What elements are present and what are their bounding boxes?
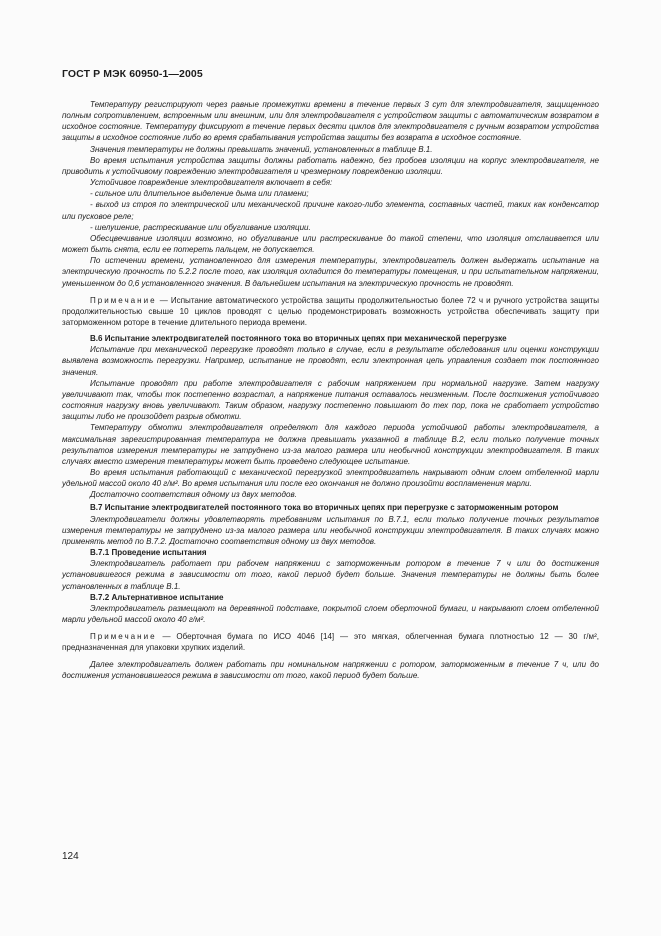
body-paragraph: По истечении времени, установленного для измерения температуры, электродвигатель должен выдержать испытание на электрическую прочность по 5.2.2 после того, как изоляция охладится до температуры помещения, и при испытательном напряжении, уменьшенном до 0,6 установленного значения. В дальнейшем испытания на электрическую прочность не проводят. bbox=[62, 256, 599, 288]
body-paragraph: Обесцвечивание изоляции возможно, но обугливание или растрескивание до такой степени, что изоляция отслаивается или может быть снята, если ее потереть пальцем, не допускается. bbox=[62, 233, 599, 255]
page-header-title: ГОСТ Р МЭК 60950-1—2005 bbox=[62, 68, 203, 80]
body-paragraph: Электродвигатели должны удовлетворять требованиям испытания по В.7.1, если только получение точных результатов измерения температуры не затруднено из-за малого размера или необычной конструкции электродвигателя. В таких случаях можно применять метод по В.7.2. Достаточно соответствия одному из двух методов. bbox=[62, 514, 599, 546]
section-heading: В.6 Испытание электродвигателей постоянного тока во вторичных цепях при механической перегрузке bbox=[90, 334, 507, 344]
body-paragraph: Значения температуры не должны превышать значений, установленных в таблице В.1. bbox=[90, 144, 433, 154]
body-paragraph: Испытание при механической перегрузке проводят только в случае, если в результате обследования или оценки конструкции выявлена возможность перегрузки. Например, испытание не проводят, если электронная цепь управления создает ток постоянного значения. bbox=[62, 345, 599, 377]
body-paragraph: Достаточно соответствия одному из двух методов. bbox=[90, 490, 297, 500]
document-body bbox=[62, 99, 599, 681]
body-paragraph: Температуру обмотки электродвигателя определяют для каждого периода устойчивой работы электродвигателя, а максимальная зарегистрированная температура не должна превышать указанной в таблице В.2, если только получение точных результатов измерения температуры не затруднено из-за малого размера или необычной конструкции электродвигателя. В таких случаях вместо измерения температуры может быть проведено следующее испытание. bbox=[62, 423, 599, 466]
body-paragraph: Устойчивое повреждение электродвигателя включает в себя: bbox=[90, 178, 333, 188]
body-paragraph: Электродвигатель работает при рабочем напряжении с заторможенным ротором в течение 7 ч или до достижения установившегося режима в зависимости от того, какой период будет больше. Значения температуры не должны быть более установленных в таблице В.1. bbox=[62, 559, 599, 591]
note-label: Примечание bbox=[90, 295, 157, 305]
body-paragraph: Электродвигатель размещают на деревянной подставке, покрытой слоем оберточной бумаги, и накрывают слоем отбеленной марли удельной массой около 40 г/м². bbox=[62, 603, 599, 625]
note-paragraph bbox=[62, 295, 599, 328]
body-paragraph: - выход из строя по электрической или механической причине какого-либо элемента, составных частей, таких как конденсатор или пусковое реле; bbox=[62, 200, 599, 221]
subsection-heading: В.7.1 Проведение испытания bbox=[90, 548, 207, 558]
body-paragraph: Испытание проводят при работе электродвигателя с рабочим напряжением при нормальной нагрузке. Затем нагрузку увеличивают так, чтобы ток постепенно возрастал, а напряжение питания оставалось неизменным. После достижения устойчивого состояния нагрузку вновь увеличивают. Таким образом, нагрузку постепенно повышают до тех пор, пока не сработает устройство защиты либо не произойдет разрыв обмотки. bbox=[62, 378, 599, 422]
body-paragraph: Во время испытания устройства защиты должны работать надежно, без пробоев изоляции на корпус электродвигателя, не приводить к устойчивому повреждению электродвигателя и чрезмерному повреждению изоляции. bbox=[62, 155, 599, 176]
note-paragraph bbox=[62, 631, 599, 653]
body-paragraph: Во время испытания работающий с механической перегрузкой электродвигатель накрывают одним слоем отбеленной марли удельной массой около 40 г/м². Во время испытания или после его окончания не должно произойти воспламенения марли. bbox=[62, 468, 599, 489]
section-heading: В.7 Испытание электродвигателей постоянного тока во вторичных цепях при перегрузке с заторможенным ротором bbox=[90, 503, 559, 513]
body-paragraph: Далее электродвигатель должен работать при номинальном напряжении с ротором, заторможенным в течение 7 ч, или до достижения установившегося режима в зависимости от того, какой период будет больше. bbox=[62, 659, 599, 680]
body-paragraph: - шелушение, растрескивание или обугливание изоляции. bbox=[90, 222, 311, 232]
note-text: — Испытание автоматического устройства защиты продолжительностью более 72 ч и ручного устройства защиты продолжительностью свыше 10 циклов проводят с целью продемонстрировать возможность устройства обеспечивать защиту при заторможенном роторе в течение длительного периода времени. bbox=[62, 295, 599, 327]
note-label: Примечание bbox=[90, 632, 157, 642]
page-number: 124 bbox=[62, 851, 79, 862]
note-text: — Оберточная бумага по ИСО 4046 [14] — это мягкая, облегченная бумага плотностью 12 — 30 г/м², предназначенная для упаковки хрупких изделий. bbox=[62, 632, 599, 653]
body-paragraph: Температуру регистрируют через равные промежутки времени в течение первых 3 сут для электродвигателя, защищенного полным сопротивлением, встроенным или внешним, или для электродвигателя с устройством защиты с автоматическим возвратом в исходное состояние. Температуру фиксируют в течение первых десяти циклов для электродвигателя с ручным возвратом устройства защиты в исходное состояние либо во время срабатывания устройства защиты без возврата в исходное состояние. bbox=[62, 100, 599, 143]
subsection-heading: В.7.2 Альтернативное испытание bbox=[90, 592, 224, 602]
body-paragraph: - сильное или длительное выделение дыма или пламени; bbox=[90, 189, 309, 199]
